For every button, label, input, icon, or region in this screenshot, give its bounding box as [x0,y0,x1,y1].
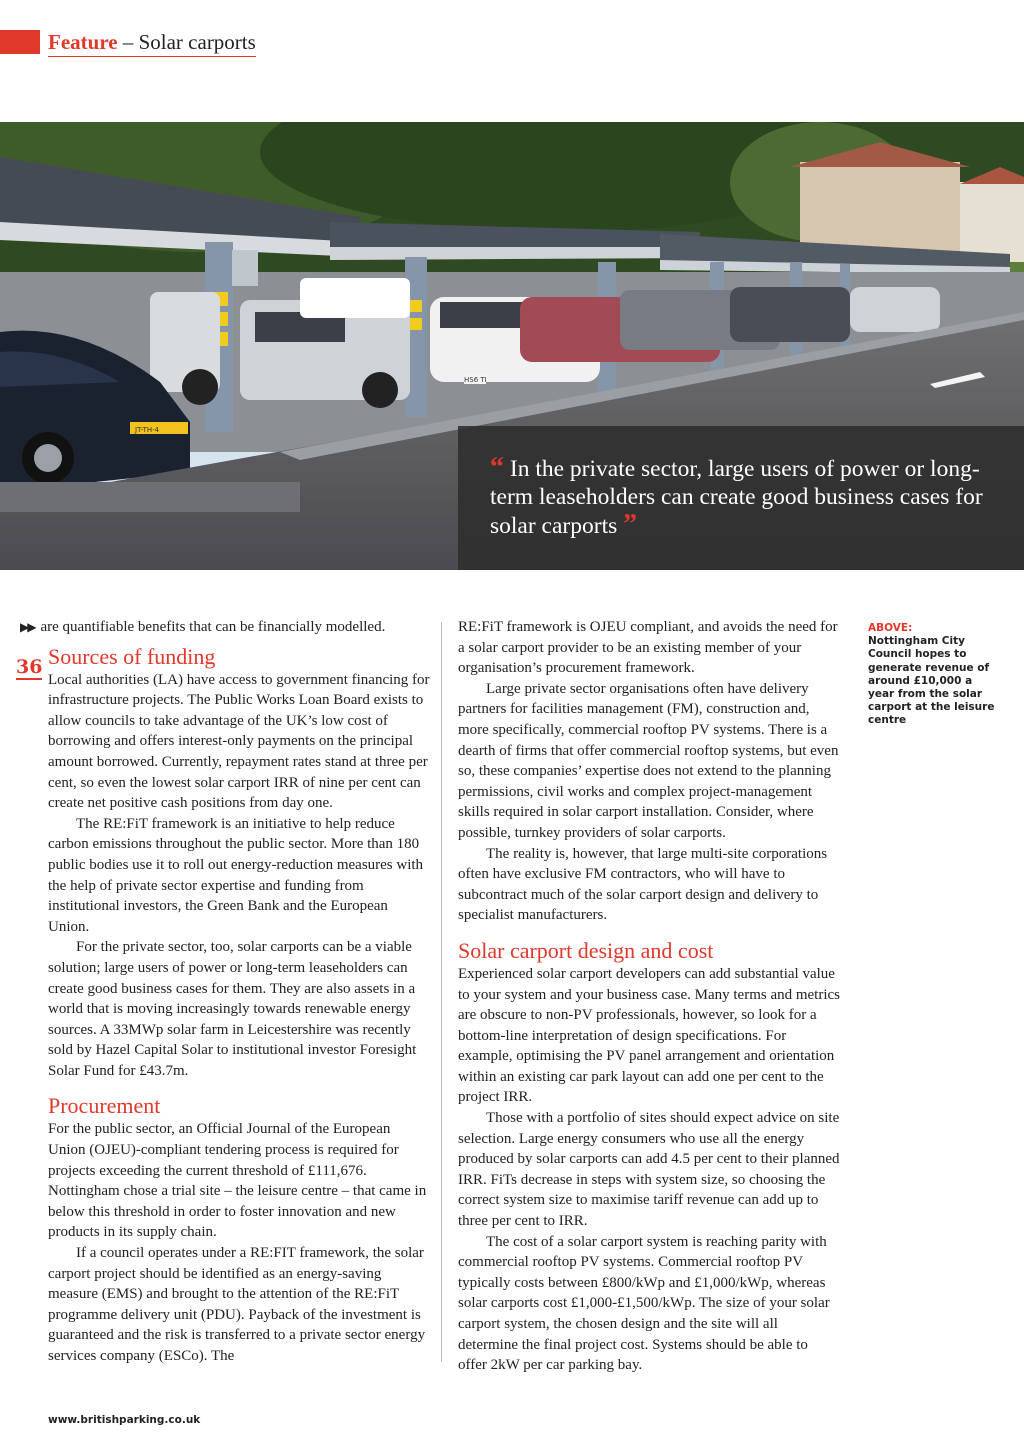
paragraph: Local authorities (LA) have access to government financing for infrastructure projects. The Public Works Loan Board exists to allow councils to take advantage of the UK’s low cost of borrowing and offers interest-only payments on the principal amount borrowed. Currently, repayment rates stand at three per cent, so even the lowest solar carport IRR of nine per cent can create net positive cash positions from day one. [48,671,430,812]
plate-rear: HS6 TI [464,376,487,384]
heading-design-and-cost: Solar carport design and cost [458,937,714,963]
section-tab-marker [0,30,40,54]
paragraph: If a council operates under a RE:FIT framework, the solar carport project should be identified as an energy-saving measure (EMS) and brought to the attention of the RE:FiT programme delivery unit (PDU). Payback of the investment is guaranteed and the risk is transferred to a private sector energy services company (ESCo). The [48,1245,426,1364]
paragraph: For the public sector, an Official Journal of the European Union (OJEU)-compliant tendering process is required for projects exceeding the current threshold of £111,676. Nottingham chose a trial site – the leisure centre – that came in below this threshold in order to foster innovation and new products in its supply chain. [48,1121,427,1241]
article-column-2 [458,617,840,1376]
heading-procurement: Procurement [48,1093,161,1119]
paragraph: RE:FiT framework is OJEU compliant, and avoids the need for a solar carport provider to be an existing member of your organisation’s procurement framework. [458,619,838,677]
footer-url[interactable]: www.britishparking.co.uk [48,1414,201,1426]
heading-sources-of-funding: Sources of funding [48,643,216,669]
column-divider [441,622,442,1362]
section-header [48,30,256,57]
caption-text: Nottingham City Council hopes to generate revenue of around £10,000 a year from the solar carport at the leisure centre [868,635,995,727]
paragraph: Large private sector organisations often have delivery partners for facilities management (FM), construction and, more specifically, commercial rooftop PV systems. There is a dearth of firms that offer commercial rooftop systems, but even so, these companies’ expertise does not extend to the planning permissions, civil works and complex project-management skills required in solar carport installation. Consider, where possible, turnkey providers of solar carports. [458,680,839,841]
photo-caption [868,622,998,728]
paragraph: The RE:FiT framework is an initiative to help reduce carbon emissions throughout the public sector. More than 180 public bodies use it to roll out energy-reduction measures with the help of private sector expertise and funding from institutional investors, the Green Bank and the European Union. [48,815,424,935]
paragraph: Those with a portfolio of sites should expect advice on site selection. Large energy consumers who use all the energy produced by solar carports can add 4.5 per cent to their planned IRR. FiTs decrease in steps with system size, so choosing the correct system size to maximise tariff revenue can add up to three per cent to IRR. [458,1110,840,1230]
paragraph: The cost of a solar carport system is reaching parity with commercial rooftop PV systems. Commercial rooftop PV typically costs between £800/kWp and £1,000/kWp, whereas solar carports cost £1,000-£1,500/kWp. The size of your solar carport system, the chosen design and the site will all determine the final project cost. Systems should be able to offer 2kW per car parking bay. [458,1233,830,1374]
paragraph: The reality is, however, that large multi-site corporations often have exclusive FM contractors, who will have to subcontract much of the solar carport design and delivery to specialist manufacturers. [458,845,828,924]
lead-text: are quantifiable benefits that can be financially modelled. [40,619,386,635]
feature-label: Feature [48,30,118,54]
pull-quote [458,426,1024,570]
plate-front: JT-TH-4 [135,426,160,434]
paragraph: Experienced solar carport developers can add substantial value to your system and your business case. Many terms and metrics are obscure to non-PV professionals, however, so look for a bottom-line interpretation of design specifications. For example, optimising the PV panel arrangement and orientation within an existing car park layout can add one per cent to the project IRR. [458,965,841,1106]
close-quote-mark: ” [623,509,638,540]
pull-quote-text: In the private sector, large users of power or long-term leaseholders can create good business cases for solar carports [490,456,983,539]
page-number: 36 [16,656,43,678]
caption-label: ABOVE: [868,622,913,634]
open-quote-mark: “ [490,452,504,483]
paragraph: For the private sector, too, solar carports can be a viable solution; large users of power or long-term leaseholders can create good business cases for them. They are also assets in a world that is moving increasingly towards renewable energy sources. A 33MWp solar farm in Leicestershire was recently sold by Hazel Capital Solar to institutional investor Foresight Solar Fund for £43.7m. [48,939,417,1079]
section-title: – Solar carports [117,30,256,54]
continued-arrows-icon: ▶▶ [20,620,35,634]
